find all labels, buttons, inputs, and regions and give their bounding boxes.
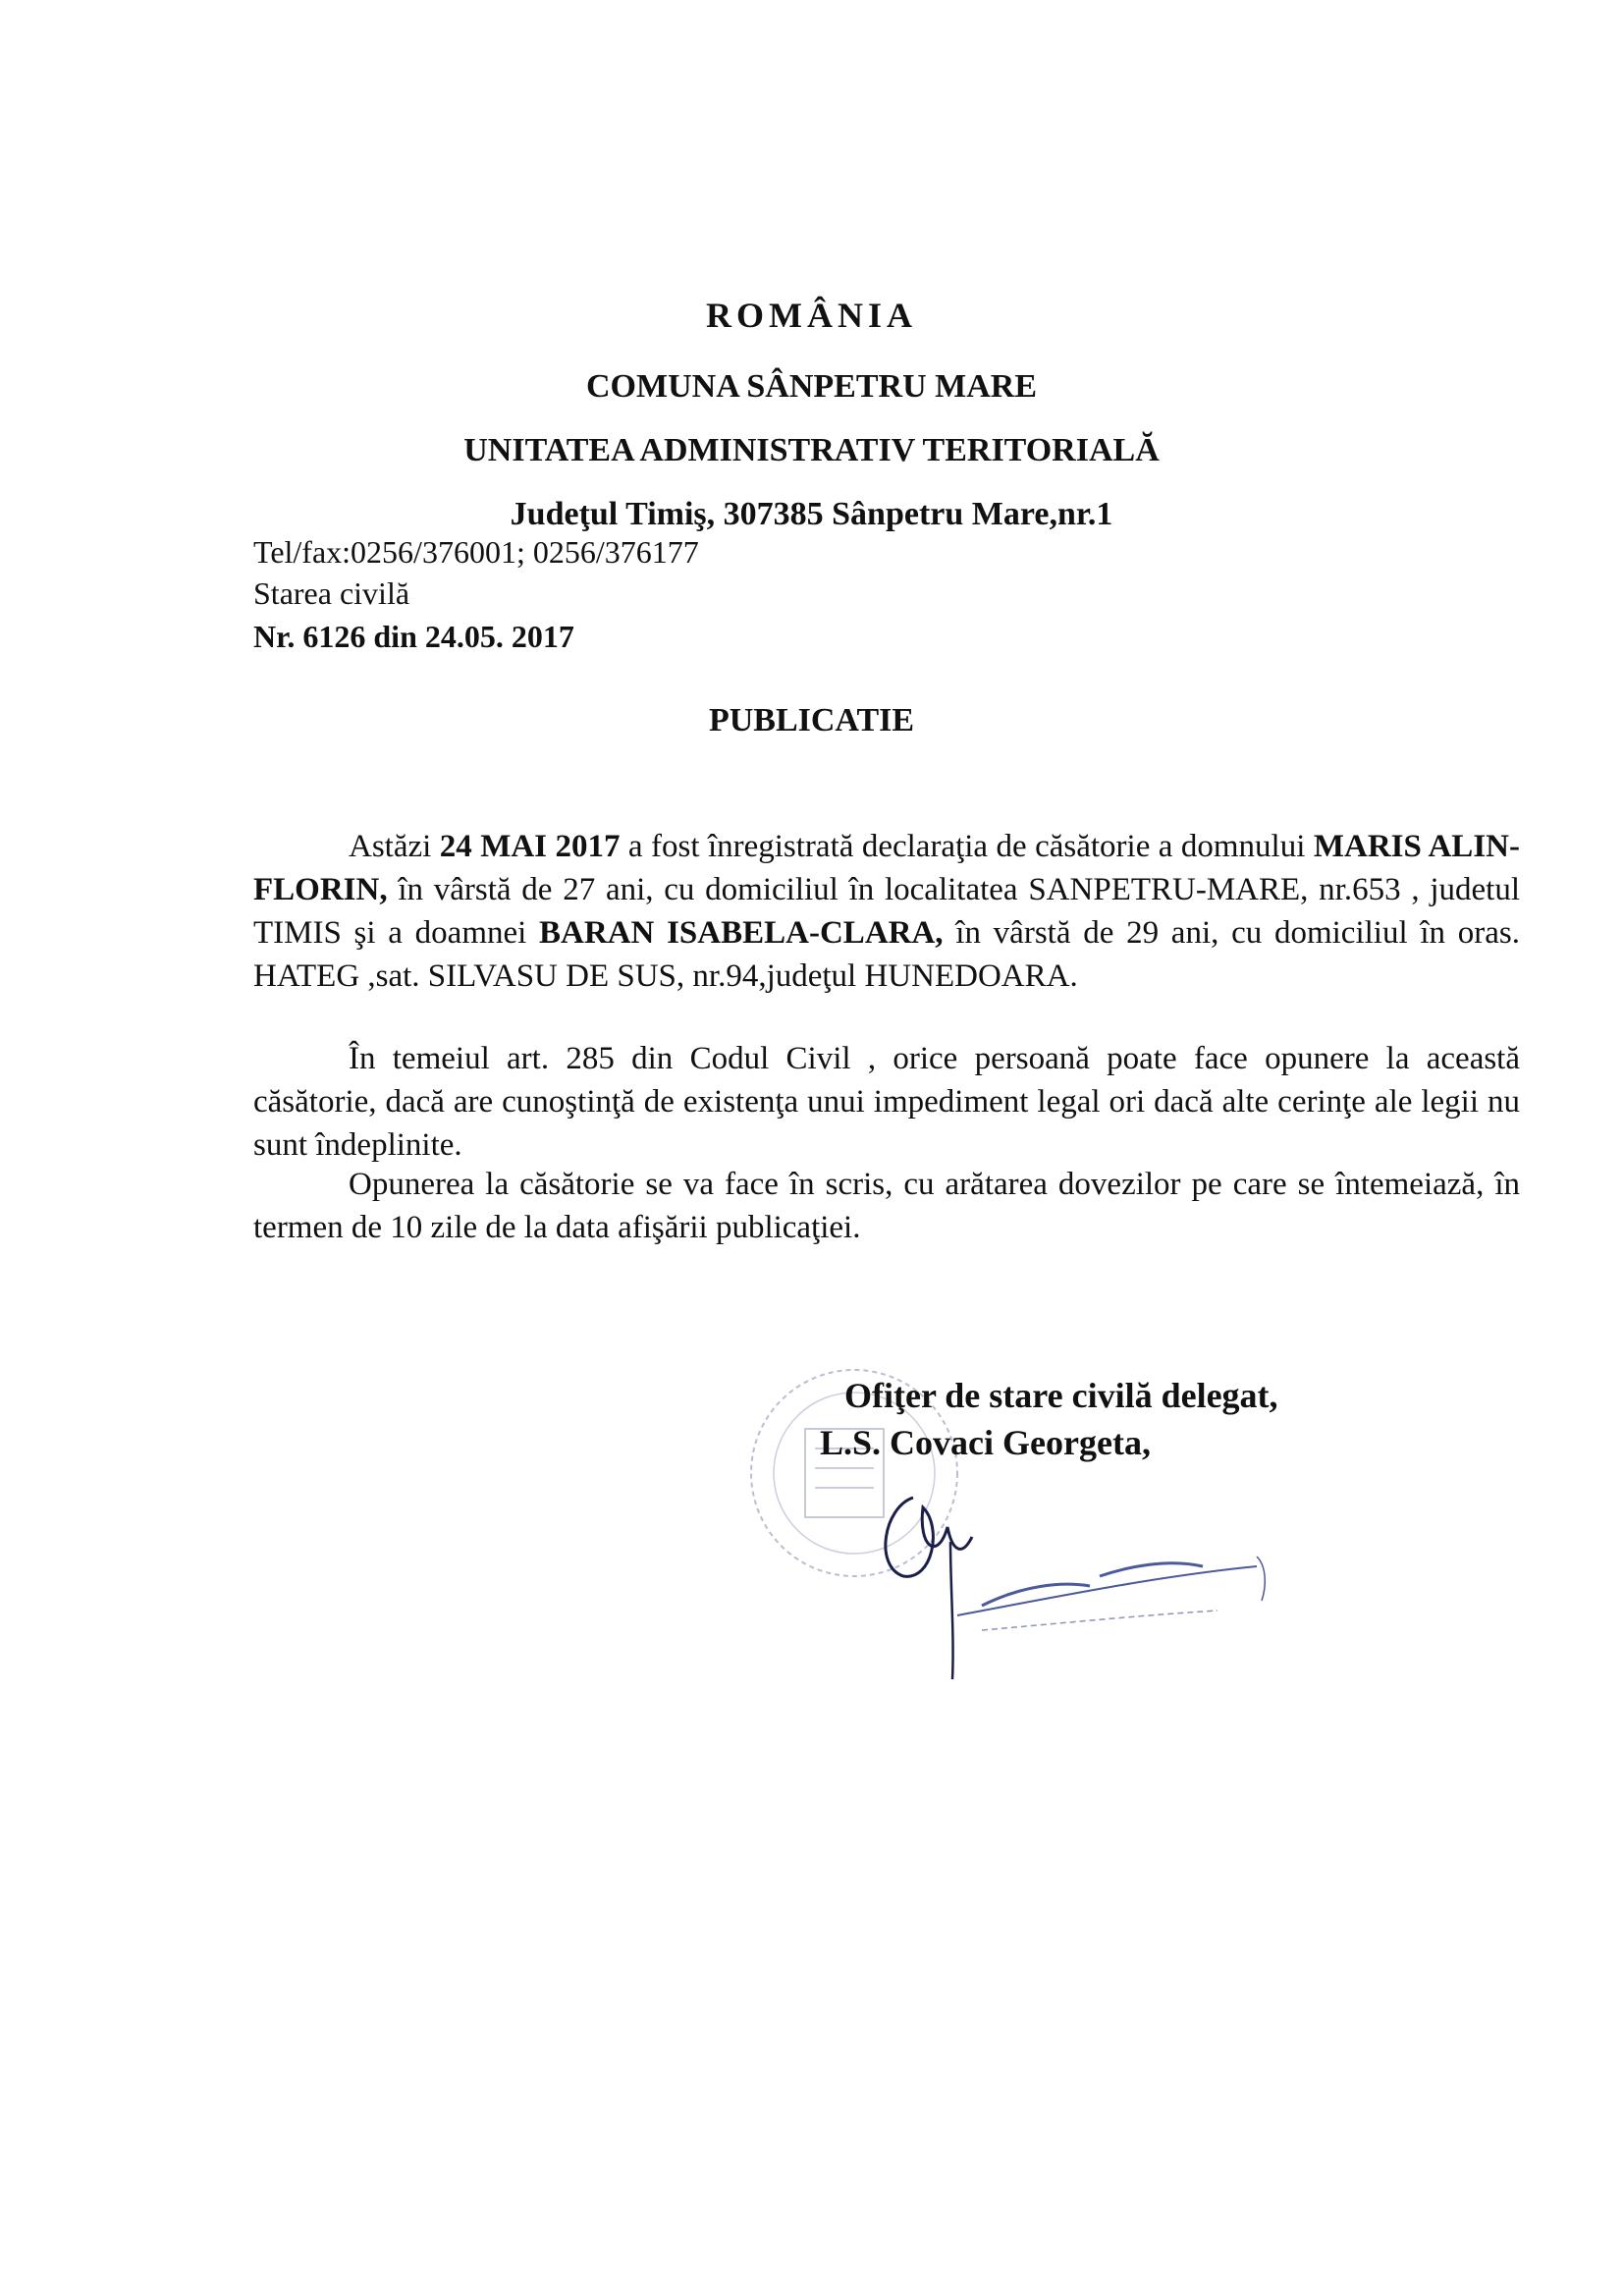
handwritten-signature-icon <box>864 1468 1335 1684</box>
groom-name: MARIS ALIN-FLORIN, <box>253 829 1520 907</box>
paragraph-declaration <box>253 825 1520 998</box>
bride-name: BARAN ISABELA-CLARA, <box>539 915 944 951</box>
text-segment: a fost înregistrată declaraţia de căsătorie a domnului <box>620 829 1314 864</box>
text-segment: Astăzi <box>349 829 440 864</box>
telfax-line: Tel/fax:0256/376001; 0256/376177 <box>253 534 699 570</box>
commune-heading: COMUNA SÂNPETRU MARE <box>586 368 1037 405</box>
paragraph-opposition: Opunerea la căsătorie se va face în scris, cu arătarea dovezilor pe care se întemeiază, în termen de 10 zile de la data afişării publicaţiei. <box>253 1167 1520 1245</box>
department-line: Starea civilă <box>253 575 410 611</box>
declaration-date: 24 MAI 2017 <box>439 829 621 864</box>
officer-title: Ofiţer de stare civilă delegat, <box>844 1376 1278 1415</box>
administrative-unit-heading: UNITATEA ADMINISTRATIV TERITORIALĂ <box>463 432 1160 468</box>
registration-number: Nr. 6126 din 24.05. 2017 <box>253 619 574 654</box>
text-segment: în vârstă de 27 ani, cu domiciliul în localitatea SANPETRU-MARE, nr.653 , judetul TIMIS şi a doamnei <box>253 872 1520 951</box>
document-title: PUBLICATIE <box>708 702 915 738</box>
country-heading: ROMÂNIA <box>706 296 917 335</box>
address-line: Judeţul Timiş, 307385 Sânpetru Mare,nr.1 <box>510 496 1113 532</box>
text-segment: în vârstă de 29 ani, cu domiciliul în oras. HATEG ,sat. SILVASU DE SUS, nr.94,judeţul HUNEDOARA. <box>253 915 1520 994</box>
paragraph-legal-basis: În temeiul art. 285 din Codul Civil , orice persoană poate face opunere la această căsătorie, dacă are cunoştinţă de existenţa unui impediment legal ori dacă alte cerinţe ale legii nu sunt îndeplinite. <box>253 1041 1520 1163</box>
officer-name: L.S. Covaci Georgeta, <box>820 1423 1151 1462</box>
